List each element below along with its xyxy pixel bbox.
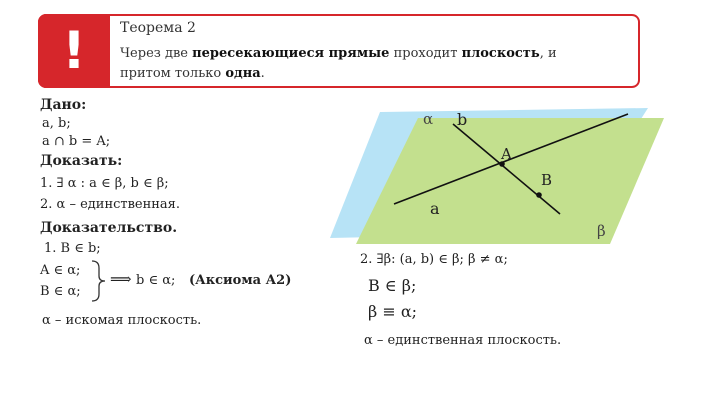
exclamation-icon: ! bbox=[62, 21, 86, 81]
label-a: a bbox=[430, 199, 440, 218]
prove-item-1: 1. ∃ α : a ∈ β, b ∈ β; bbox=[40, 176, 169, 191]
label-b: b bbox=[457, 110, 468, 129]
theorem-title: Теорема 2 bbox=[120, 20, 196, 36]
label-alpha: α bbox=[423, 110, 434, 128]
proof-heading: Доказательство. bbox=[40, 220, 178, 236]
theorem-statement-line1: Через две пересекающиеся прямые проходит плоскость, и bbox=[120, 46, 557, 61]
given-heading: Дано: bbox=[40, 97, 87, 113]
proof-result: α – искомая плоскость. bbox=[42, 313, 202, 328]
theorem-statement-line2: притом только одна. bbox=[120, 66, 265, 81]
implies-arrow: ⟹ bbox=[110, 270, 132, 288]
prove-item-2: 2. α – единственная. bbox=[40, 197, 181, 212]
axiom-reference: (Аксиома А2) bbox=[189, 273, 292, 288]
point-B bbox=[536, 192, 542, 198]
given-item-1: a, b; bbox=[42, 116, 71, 131]
proof-step-1: 1. B ∈ b; bbox=[44, 241, 101, 256]
label-A: A bbox=[501, 145, 512, 163]
planes-figure bbox=[330, 100, 700, 250]
proof-conclusion: b ∈ α; bbox=[136, 273, 176, 288]
proof-a-in-alpha: A ∈ α; bbox=[40, 263, 81, 278]
curly-brace-icon bbox=[90, 260, 106, 302]
label-B: B bbox=[541, 171, 553, 189]
step-2-b-in-beta: B ∈ β; bbox=[368, 276, 417, 295]
proof-b-in-alpha: B ∈ α; bbox=[40, 284, 81, 299]
step-2-line: 2. ∃β: (a, b) ∈ β; β ≠ α; bbox=[360, 252, 508, 267]
given-item-2: a ∩ b = A; bbox=[42, 134, 111, 149]
step-2-beta-equiv-alpha: β ≡ α; bbox=[368, 302, 418, 321]
step-2-conclusion: α – единственная плоскость. bbox=[364, 333, 562, 348]
prove-heading: Доказать: bbox=[40, 153, 123, 169]
label-beta: β bbox=[597, 222, 606, 240]
